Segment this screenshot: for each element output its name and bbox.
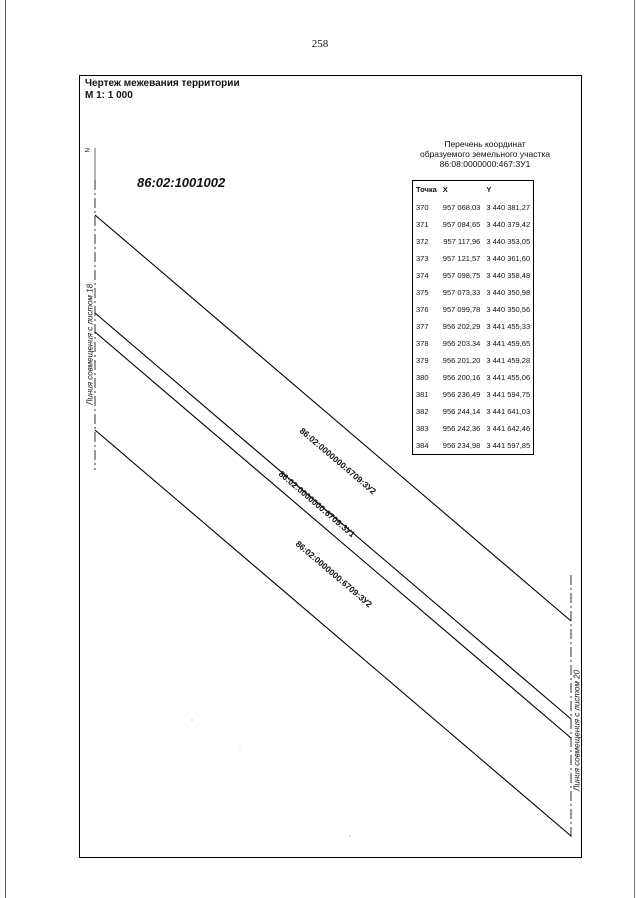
- coord-y: 3 441 459,28: [486, 356, 531, 365]
- table-row: [413, 437, 534, 455]
- point-number: 378: [416, 339, 429, 348]
- coord-x: 957 117,96: [443, 237, 481, 246]
- match-line-right-label: Линия совмещения с листом 20: [572, 669, 582, 792]
- coord-y: 3 440 358,48: [486, 271, 531, 280]
- coord-x: 956 201,20: [442, 356, 481, 365]
- point-number: 381: [416, 390, 429, 399]
- point-number: 370: [416, 203, 429, 212]
- point-number: 374: [416, 271, 429, 280]
- match-line-left-label: Линия совмещения с листом 18: [85, 283, 95, 406]
- coordinates-caption-line1: Перечень координат: [444, 139, 526, 149]
- coord-y: 3 440 350,56: [486, 305, 531, 314]
- table-row: [413, 386, 534, 403]
- table-row: [413, 335, 534, 352]
- point-number: 373: [416, 254, 429, 263]
- coord-y: 3 441 594,75: [486, 390, 531, 399]
- page-number: 258: [311, 38, 329, 50]
- point-number: 384: [416, 441, 429, 450]
- coord-y: 3 440 361,60: [486, 254, 531, 263]
- coord-x: 956 234,98: [442, 441, 481, 450]
- coordinates-table: [412, 180, 534, 455]
- table-row: [413, 352, 534, 369]
- boundary-line-4: [95, 430, 571, 836]
- coord-x: 956 244,14: [442, 407, 481, 416]
- coordinates-caption: [390, 139, 580, 169]
- coord-y: 3 440 381,27: [486, 203, 531, 212]
- header-x: X: [442, 185, 448, 194]
- table-row: [413, 267, 534, 284]
- coord-y: 3 441 597,85: [486, 441, 531, 450]
- coord-x: 957 098,75: [442, 271, 481, 280]
- coord-y: 3 441 642,46: [486, 424, 531, 433]
- point-number: 380: [416, 373, 429, 382]
- point-number: 375: [416, 288, 429, 297]
- parcel-label-lower: 86:02:0000000:6709:ЗУ2: [293, 538, 375, 610]
- coord-x: 957 073,33: [442, 288, 481, 297]
- table-row: [413, 403, 534, 420]
- north-label: N: [83, 148, 89, 153]
- point-number: 376: [416, 305, 429, 314]
- coord-x: 957 121,57: [442, 254, 481, 263]
- coord-x: 957 099,78: [442, 305, 481, 314]
- coordinates-caption-line2: образуемого земельного участка: [419, 149, 551, 159]
- table-row: [413, 301, 534, 318]
- coord-y: 3 441 455,06: [486, 373, 531, 382]
- drawing-title-text: Чертеж межевания территории: [85, 78, 240, 89]
- table-row: [413, 199, 534, 216]
- table-row: [413, 369, 534, 386]
- coordinates-header-row: [413, 181, 534, 200]
- scan-speck: [349, 835, 350, 836]
- coord-x: 956 236,49: [442, 390, 481, 399]
- header-point: Точка: [416, 185, 437, 194]
- point-number: 383: [416, 424, 429, 433]
- parcel-label-middle: 86:02:0000000:6709:ЗУ1: [276, 468, 358, 540]
- coord-y: 3 441 459,65: [486, 339, 531, 348]
- point-number: 382: [416, 407, 429, 416]
- coord-x: 956 242,36: [442, 424, 481, 433]
- coord-x: 956 200,16: [442, 373, 481, 382]
- table-row: [413, 216, 534, 233]
- coord-y: 3 440 379,42: [486, 220, 531, 229]
- table-row: [413, 420, 534, 437]
- drawing-scale: М 1: 1 000: [85, 90, 133, 101]
- coord-y: 3 441 641,03: [486, 407, 531, 416]
- point-number: 379: [416, 356, 429, 365]
- coord-y: 3 440 353,05: [486, 237, 531, 246]
- parcel-label-upper: 86:02:0000000:6709:ЗУ2: [297, 425, 379, 497]
- coord-x: 956 203,34: [442, 339, 481, 348]
- coord-x: 957 084,65: [442, 220, 481, 229]
- coord-x: 956 202,29: [442, 322, 481, 331]
- header-y: Y: [486, 185, 492, 194]
- scan-speck: [191, 719, 192, 720]
- table-row: [413, 233, 534, 250]
- cadastral-block-number: 86:02:1001002: [137, 175, 226, 190]
- point-number: 377: [416, 322, 429, 331]
- coordinates-caption-line3: 86:08:0000000:467:ЗУ1: [439, 159, 531, 169]
- coord-y: 3 441 455,33: [486, 322, 531, 331]
- coord-y: 3 440 350,98: [486, 288, 531, 297]
- point-number: 371: [416, 220, 429, 229]
- scan-speck: [240, 750, 241, 751]
- coord-x: 957 068,03: [442, 203, 481, 212]
- table-row: [413, 318, 534, 335]
- table-row: [413, 284, 534, 301]
- table-row: [413, 250, 534, 267]
- point-number: 372: [416, 237, 429, 246]
